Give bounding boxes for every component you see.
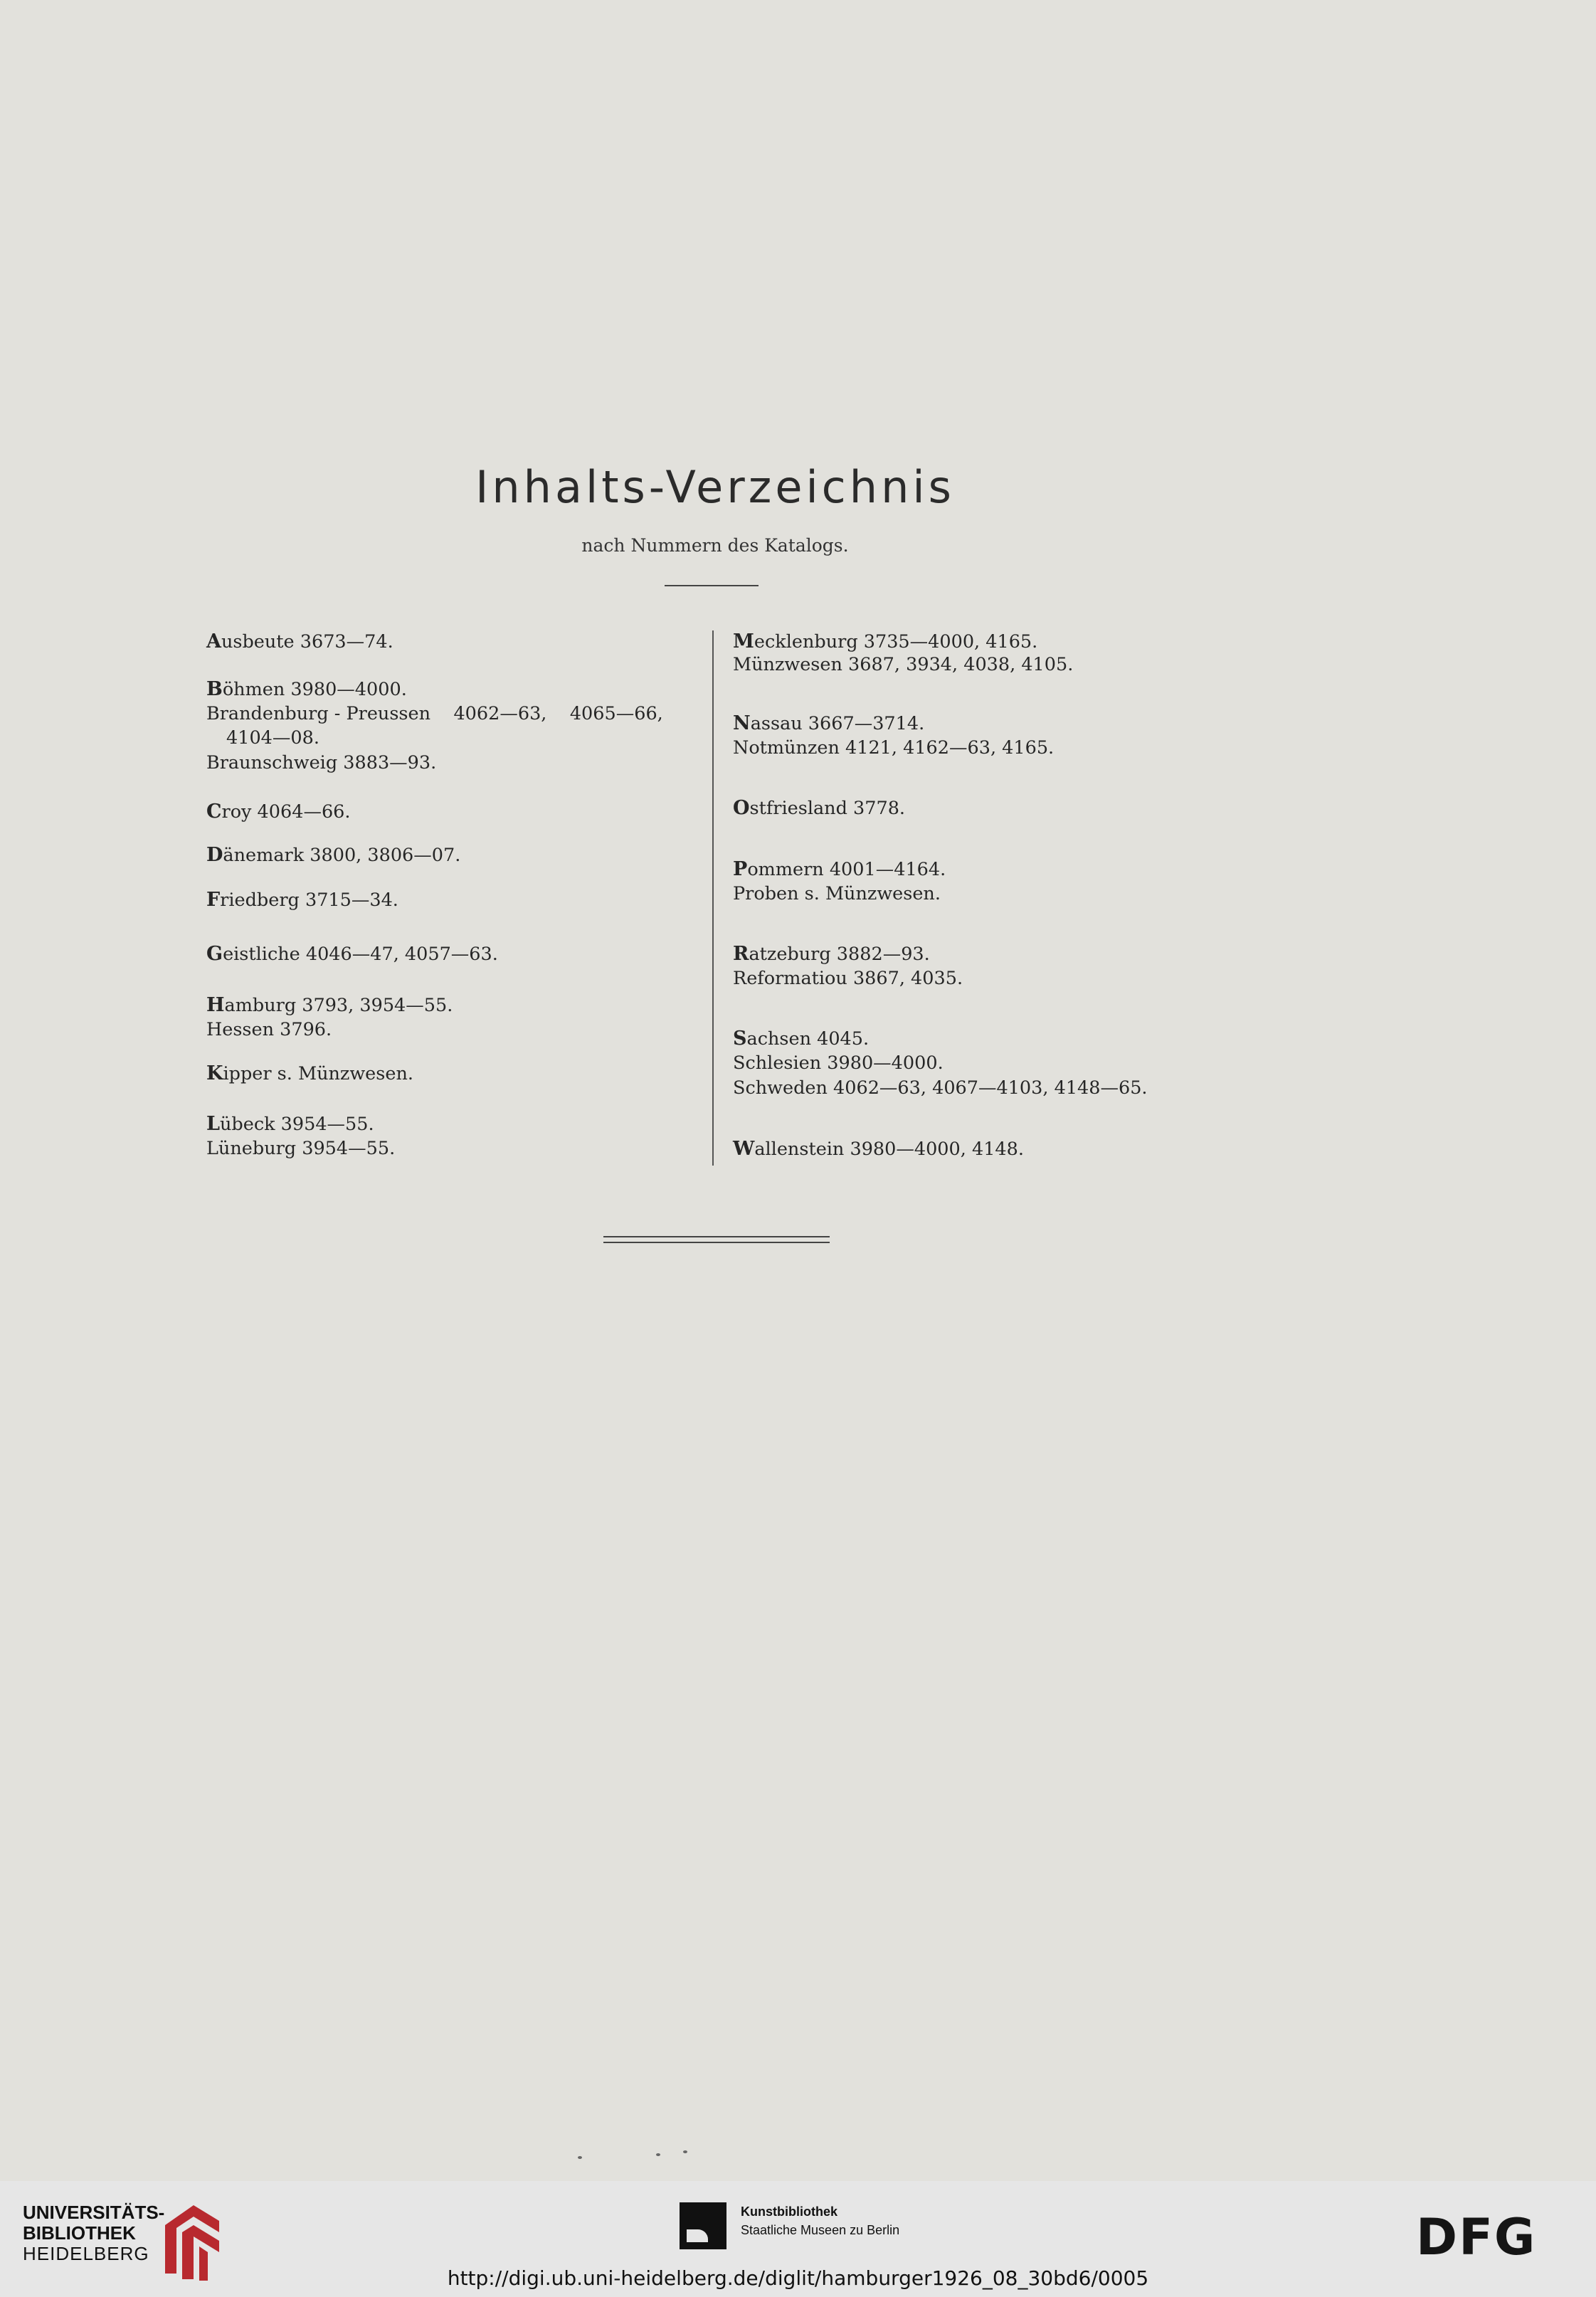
index-entry [206,1111,374,1137]
entry-text: Schweden 4062—63, 4067—4103, 4148—65. [733,1077,1148,1099]
index-entry [733,1136,1024,1162]
entry-text: stfriesland 3778. [749,798,906,819]
entry-text: Brandenburg - Preussen 4062—63, 4065—66, [206,703,663,724]
entry-text: ipper s. Münzwesen. [223,1063,413,1084]
closing-rule [603,1242,830,1243]
entry-text: riedberg 3715—34. [220,889,398,911]
entry-text: usbeute 3673—74. [221,631,393,653]
entry-text: roy 4064—66. [221,801,351,823]
entry-initial: A [206,630,221,653]
library-line: UNIVERSITÄTS- [23,2202,165,2223]
index-entry [206,629,393,655]
entry-initial: N [733,712,751,734]
entry-initial: G [206,943,223,965]
index-entry [733,1051,944,1076]
permalink[interactable]: http://digi.ub.uni-heidelberg.de/diglit/hamburger1926_08_30bd6/0005 [447,2266,1149,2290]
entry-text: öhmen 3980—4000. [222,679,407,700]
index-entry [206,843,460,868]
scan-speck [578,2156,582,2159]
entry-text: Schlesien 3980—4000. [733,1052,944,1074]
index-entry-continuation [206,726,319,751]
entry-text: Notmünzen 4121, 4162—63, 4165. [733,737,1055,759]
index-entry [733,941,930,967]
page-title: Inhalts-Verzeichnis [475,461,955,513]
entry-initial: M [733,630,754,653]
index-entry [733,629,1037,655]
index-entry [733,966,963,991]
index-entry [206,887,398,913]
partner-name [741,2202,899,2239]
column-divider [712,630,714,1166]
entry-text: amburg 3793, 3954—55. [224,995,453,1016]
index-entry [206,1018,332,1042]
dfg-logo: DFG [1416,2208,1537,2266]
entry-text: Münzwesen 3687, 3934, 4038, 4105. [733,654,1074,675]
index-entry [733,1076,1148,1101]
entry-text: Hessen 3796. [206,1019,332,1040]
entry-text: Braunschweig 3883—93. [206,752,437,773]
footer-bar [0,2181,1596,2297]
entry-text: ecklenburg 3735—4000, 4165. [754,631,1038,653]
library-line: HEIDELBERG [23,2243,149,2264]
partner-line: Kunstbibliothek [741,2204,837,2219]
entry-text: atzeburg 3882—93. [749,944,930,965]
page-subtitle: nach Nummern des Katalogs. [581,535,849,556]
entry-text: übeck 3954—55. [219,1114,374,1135]
scan-speck [683,2150,687,2153]
index-entry [206,677,407,702]
index-entry [206,751,436,776]
index-entry [733,857,946,882]
index-entry [206,993,453,1018]
index-entry [733,882,941,907]
entry-text: achsen 4045. [746,1028,870,1050]
entry-initial: C [206,801,222,823]
entry-text: Proben s. Münzwesen. [733,883,941,904]
index-entry [733,653,1073,677]
entry-initial: O [733,797,750,819]
partner-line: Staatliche Museen zu Berlin [741,2223,900,2237]
entry-text: eistliche 4046—47, 4057—63. [223,944,498,965]
entry-initial: S [733,1028,747,1050]
index-entry [733,796,905,821]
entry-initial: W [733,1138,755,1160]
entry-text: 4104—08. [226,727,319,749]
entry-initial: H [206,994,225,1016]
entry-initial: B [206,678,223,700]
entry-text: Lüneburg 3954—55. [206,1138,396,1159]
index-entry [206,702,663,727]
index-entry [733,1026,869,1052]
entry-text: Reformatiou 3867, 4035. [733,968,963,989]
entry-text: ommern 4001—4164. [747,859,946,880]
index-entry [733,711,924,736]
index-entry [206,941,498,967]
entry-initial: P [733,858,748,880]
index-entry [206,1061,413,1087]
title-rule [665,585,759,586]
entry-initial: F [206,889,221,911]
library-line: BIBLIOTHEK [23,2222,136,2244]
entry-text: allenstein 3980—4000, 4148. [754,1139,1024,1160]
index-entry [733,736,1054,761]
closing-rule [603,1236,830,1237]
index-entry [206,799,351,825]
entry-initial: D [206,844,223,866]
entry-initial: R [733,943,749,965]
kunstbibliothek-logo-icon [680,2202,726,2249]
entry-initial: K [206,1062,223,1084]
entry-text: änemark 3800, 3806—07. [223,845,461,866]
library-name [23,2202,164,2264]
scan-speck [656,2153,660,2156]
entry-initial: L [206,1113,220,1135]
index-entry [206,1136,395,1161]
entry-text: assau 3667—3714. [750,713,925,734]
